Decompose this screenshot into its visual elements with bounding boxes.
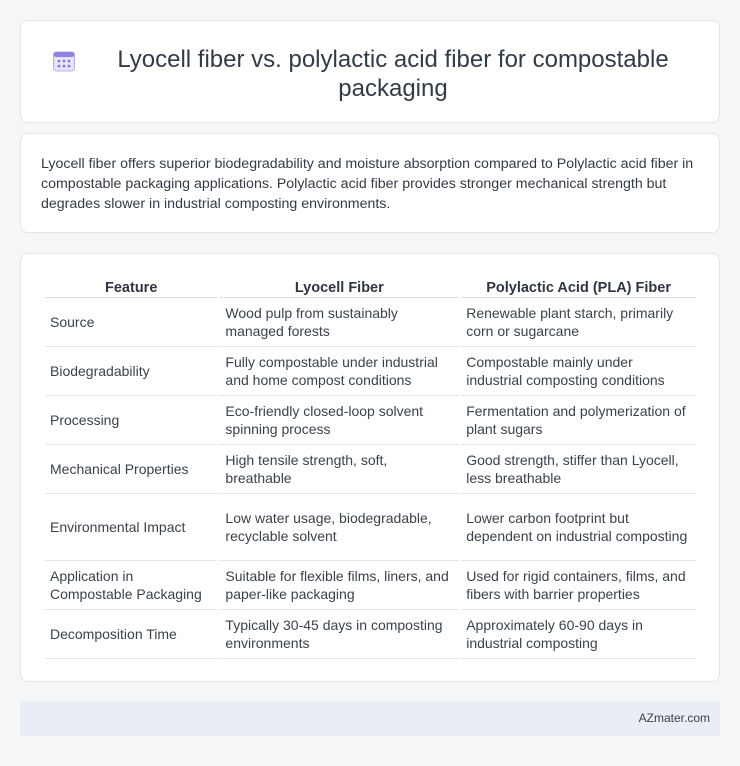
footer-site-link[interactable]: AZmater.com [638, 711, 710, 725]
title-card [20, 20, 720, 123]
pla-cell: Renewable plant starch, primarily corn or sugarcane [461, 298, 696, 347]
title-row [21, 21, 719, 103]
table-row [45, 494, 696, 561]
pla-cell: Fermentation and polymerization of plant sugars [461, 396, 696, 445]
feature-cell: Application in Compostable Packaging [45, 561, 217, 610]
comparison-table [42, 276, 699, 659]
summary-card [20, 133, 720, 233]
pla-cell: Good strength, stiffer than Lyocell, less breathable [461, 445, 696, 494]
feature-cell: Decomposition Time [45, 610, 217, 659]
header-lyocell: Lyocell Fiber [220, 276, 458, 298]
header-feature: Feature [45, 276, 217, 298]
lyocell-cell: Eco-friendly closed-loop solvent spinning process [220, 396, 458, 445]
lyocell-cell: Wood pulp from sustainably managed forests [220, 298, 458, 347]
table-header-row [45, 276, 696, 298]
pla-cell: Compostable mainly under industrial composting conditions [461, 347, 696, 396]
table-row [45, 347, 696, 396]
feature-cell: Mechanical Properties [45, 445, 217, 494]
footer [20, 702, 720, 736]
lyocell-cell: Fully compostable under industrial and home compost conditions [220, 347, 458, 396]
comparison-card [20, 253, 720, 682]
lyocell-cell: Suitable for flexible films, liners, and paper-like packaging [220, 561, 458, 610]
table-row [45, 445, 696, 494]
summary-text: Lyocell fiber offers superior biodegradability and moisture absorption compared to Polylactic acid fiber in compostable packaging applications. Polylactic acid fiber provides stronger mechanical strength but degrades slower in industrial composting environments. [41, 156, 694, 212]
table-row [45, 298, 696, 347]
table-row [45, 610, 696, 659]
table-row [45, 396, 696, 445]
calendar-icon [52, 49, 76, 73]
feature-cell: Environmental Impact [45, 494, 217, 561]
pla-cell: Used for rigid containers, films, and fibers with barrier properties [461, 561, 696, 610]
feature-cell: Processing [45, 396, 217, 445]
table-row [45, 561, 696, 610]
lyocell-cell: Typically 30-45 days in composting environments [220, 610, 458, 659]
header-pla: Polylactic Acid (PLA) Fiber [461, 276, 696, 298]
lyocell-cell: High tensile strength, soft, breathable [220, 445, 458, 494]
pla-cell: Lower carbon footprint but dependent on industrial composting [461, 494, 696, 561]
feature-cell: Source [45, 298, 217, 347]
pla-cell: Approximately 60-90 days in industrial composting [461, 610, 696, 659]
page-title: Lyocell fiber vs. polylactic acid fiber for compostable packaging [117, 46, 669, 102]
feature-cell: Biodegradability [45, 347, 217, 396]
lyocell-cell: Low water usage, biodegradable, recyclable solvent [220, 494, 458, 561]
